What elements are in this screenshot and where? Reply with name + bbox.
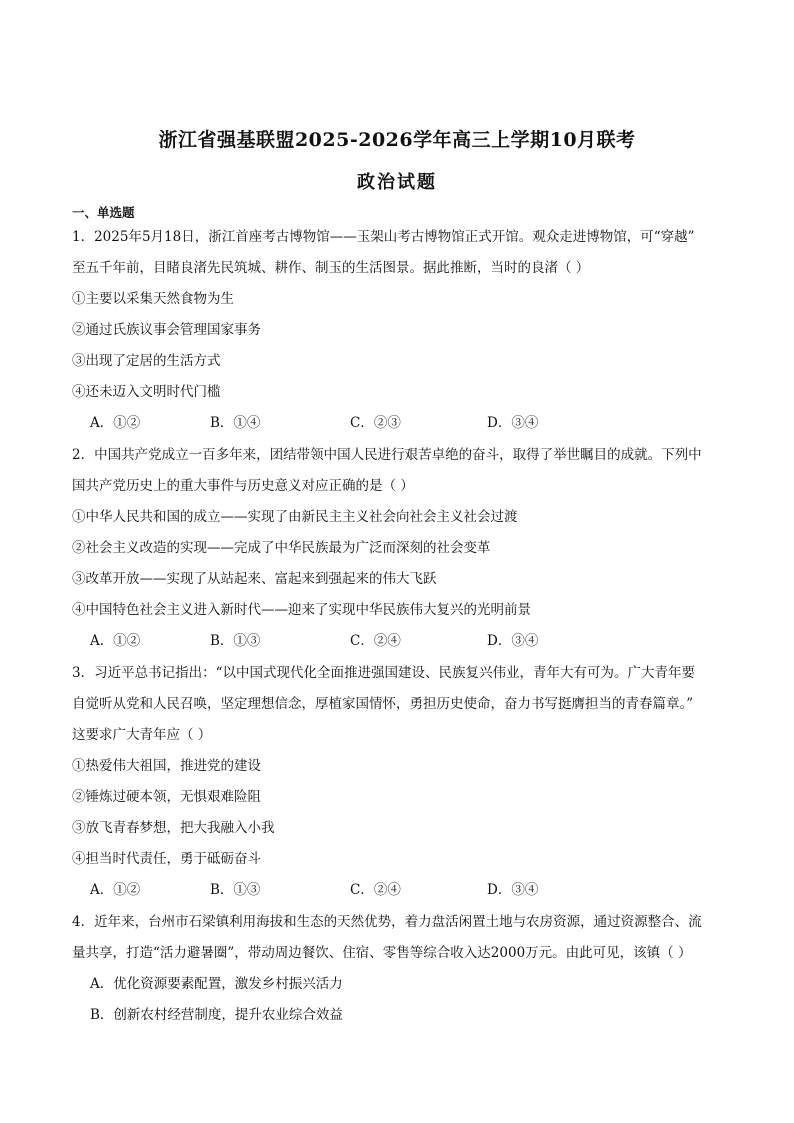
question-1-item-2: ②通过氏族议事会管理国家事务 bbox=[72, 322, 261, 338]
question-3-option-b: B．①③ bbox=[210, 882, 261, 898]
question-1-option-b: B．①④ bbox=[210, 415, 261, 431]
question-2-item-1: ①中华人民共和国的成立——实现了由新民主主义社会向社会主义社会过渡 bbox=[72, 509, 518, 525]
question-4-stem-line-2: 量共享，打造“活力避暑圈”，带动周边餐饮、住宿、零售等综合收入达2000万元。由此可见，该镇（ ） bbox=[72, 945, 692, 961]
question-1-option-d: D．③④ bbox=[487, 415, 539, 431]
question-2-stem-line-2: 国共产党历史上的重大事件与历史意义对应正确的是（ ） bbox=[72, 478, 414, 494]
question-4-stem-line-1: 4．近年来，台州市石梁镇利用海拔和生态的天然优势，着力盘活闲置土地与农房资源，通过资源整合、流 bbox=[72, 914, 702, 930]
question-2-item-3: ③改革开放——实现了从站起来、富起来到强起来的伟大飞跃 bbox=[72, 571, 437, 587]
question-3-item-1: ①热爱伟大祖国，推进党的建设 bbox=[72, 758, 261, 774]
question-1-option-c: C．②③ bbox=[350, 415, 401, 431]
question-3-option-a: A．①② bbox=[90, 882, 141, 898]
question-2-item-4: ④中国特色社会主义进入新时代——迎来了实现中华民族伟大复兴的光明前景 bbox=[72, 602, 531, 618]
question-4-option-a: A．优化资源要素配置，激发乡村振兴活力 bbox=[90, 976, 343, 992]
question-1-option-a: A．①② bbox=[90, 415, 141, 431]
exam-title: 浙江省强基联盟2025-2026学年高三上学期10月联考 bbox=[158, 129, 636, 151]
question-2-item-2: ②社会主义改造的实现——完成了中华民族最为广泛而深刻的社会变革 bbox=[72, 540, 491, 556]
question-3-item-4: ④担当时代责任，勇于砥砺奋斗 bbox=[72, 851, 261, 867]
question-3-option-c: C．②④ bbox=[350, 882, 401, 898]
question-2-option-d: D．③④ bbox=[487, 633, 539, 649]
question-2-option-a: A．①② bbox=[90, 633, 141, 649]
question-1-stem-line-1: 1．2025年5月18日，浙江首座考古博物馆——玉架山考古博物馆正式开馆。观众走进博物馆，可“穿越” bbox=[72, 229, 695, 245]
question-1-item-1: ①主要以采集天然食物为生 bbox=[72, 291, 234, 307]
question-4-option-b: B．创新农村经营制度，提升农业综合效益 bbox=[90, 1007, 343, 1023]
question-3-stem-line-2: 自觉听从党和人民召唤，坚定理想信念，厚植家国情怀，勇担历史使命，奋力书写挺膺担当的青春篇章。” bbox=[72, 696, 694, 712]
question-3-stem-line-1: 3．习近平总书记指出：“以中国式现代化全面推进强国建设、民族复兴伟业，青年大有可为。广大青年要 bbox=[72, 665, 695, 681]
question-2-option-c: C．②④ bbox=[350, 633, 401, 649]
question-3-item-3: ③放飞青春梦想，把大我融入小我 bbox=[72, 820, 275, 836]
question-1-stem-line-2: 至五千年前，目睹良渚先民筑城、耕作、制玉的生活图景。据此推断，当时的良渚（ ） bbox=[72, 260, 590, 276]
question-3-item-2: ②锤炼过硬本领，无惧艰难险阻 bbox=[72, 789, 261, 805]
question-2-option-b: B．①③ bbox=[210, 633, 261, 649]
question-3-option-d: D．③④ bbox=[487, 882, 539, 898]
section-heading: 一、单选题 bbox=[72, 205, 135, 220]
question-1-item-3: ③出现了定居的生活方式 bbox=[72, 353, 221, 369]
exam-subtitle: 政治试题 bbox=[357, 172, 437, 193]
question-3-stem-line-3: 这要求广大青年应（ ） bbox=[72, 727, 212, 743]
question-1-item-4: ④还未迈入文明时代门槛 bbox=[72, 384, 221, 400]
question-2-stem-line-1: 2．中国共产党成立一百多年来，团结带领中国人民进行艰苦卓绝的奋斗，取得了举世瞩目的成就。下列中 bbox=[72, 447, 702, 463]
